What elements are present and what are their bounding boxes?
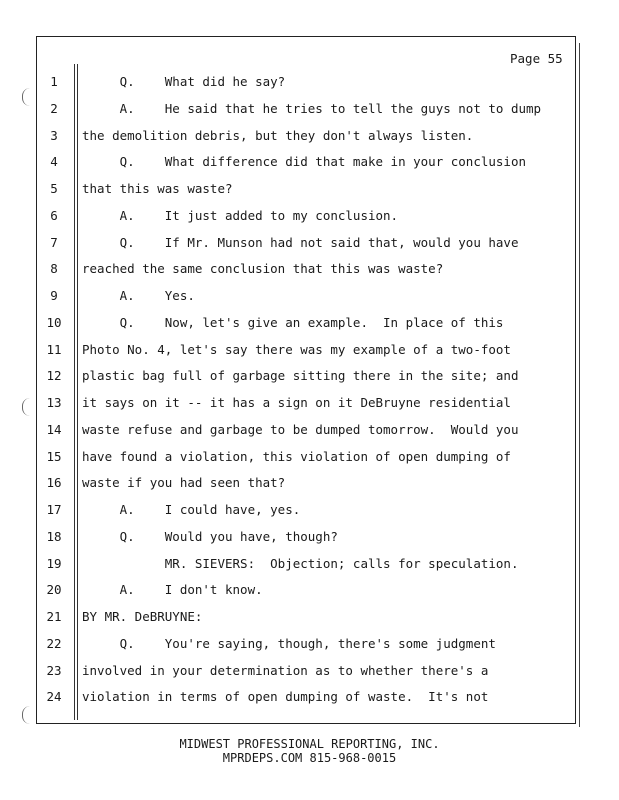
line-text: violation in terms of open dumping of waste. It's not bbox=[82, 689, 489, 705]
line-text: Q. If Mr. Munson had not said that, would you have bbox=[82, 234, 519, 250]
line-number: 23 bbox=[46, 662, 62, 678]
line-number: 5 bbox=[50, 181, 58, 196]
transcript-line bbox=[0, 364, 619, 391]
line-text: Q. What difference did that make in your conclusion bbox=[82, 154, 527, 170]
transcript-body bbox=[0, 70, 619, 712]
transcript-line bbox=[0, 177, 619, 204]
transcript-line bbox=[0, 445, 619, 472]
line-number: 13 bbox=[46, 395, 62, 410]
line-text: involved in your determination as to whether there's a bbox=[82, 662, 489, 678]
transcript-line bbox=[0, 659, 619, 686]
line-number: 1 bbox=[50, 74, 58, 89]
transcript-line bbox=[0, 525, 619, 552]
line-text: reached the same conclusion that this was waste? bbox=[82, 261, 444, 277]
line-text: A. I could have, yes. bbox=[82, 502, 301, 517]
line-text: that this was waste? bbox=[82, 181, 233, 196]
transcript-line bbox=[0, 685, 619, 712]
line-text: A. Yes. bbox=[82, 288, 195, 303]
transcript-line bbox=[0, 605, 619, 632]
transcript-line bbox=[0, 338, 619, 365]
line-text: have found a violation, this violation of open dumping of bbox=[82, 448, 511, 464]
line-number: 22 bbox=[46, 635, 62, 651]
line-text: plastic bag full of garbage sitting there in the site; and bbox=[82, 368, 519, 384]
transcript-line bbox=[0, 578, 619, 605]
transcript-line bbox=[0, 471, 619, 498]
transcript-line bbox=[0, 632, 619, 659]
line-number: 14 bbox=[46, 421, 62, 437]
line-text: the demolition debris, but they don't always listen. bbox=[82, 127, 474, 143]
transcript-line bbox=[0, 231, 619, 258]
line-number: 16 bbox=[46, 475, 62, 491]
line-text: A. I don't know. bbox=[82, 582, 263, 598]
transcript-line bbox=[0, 498, 619, 525]
line-text: Q. You're saying, though, there's some judgment bbox=[82, 635, 496, 651]
transcript-line bbox=[0, 418, 619, 445]
line-number: 15 bbox=[46, 448, 62, 464]
transcript-line bbox=[0, 257, 619, 284]
transcript-line bbox=[0, 204, 619, 231]
line-number: 6 bbox=[50, 207, 58, 223]
footer-company: MIDWEST PROFESSIONAL REPORTING, INC. bbox=[179, 737, 440, 751]
line-text: A. It just added to my conclusion. bbox=[82, 207, 399, 223]
line-text: waste if you had seen that? bbox=[82, 475, 286, 491]
line-number: 18 bbox=[46, 528, 62, 544]
line-number: 24 bbox=[46, 689, 62, 705]
line-text: A. He said that he tries to tell the guys not to dump bbox=[82, 100, 542, 116]
transcript-line bbox=[0, 97, 619, 124]
line-number: 7 bbox=[50, 234, 58, 250]
transcript-line bbox=[0, 284, 619, 311]
transcript-line bbox=[0, 124, 619, 151]
line-number: 17 bbox=[46, 502, 62, 517]
line-text: Photo No. 4, let's say there was my example of a two-foot bbox=[82, 341, 511, 357]
line-number: 4 bbox=[50, 154, 58, 170]
line-text: Q. Now, let's give an example. In place of this bbox=[82, 314, 504, 330]
line-number: 10 bbox=[46, 314, 62, 330]
footer-contact: MPRDEPS.COM 815-968-0015 bbox=[222, 751, 397, 765]
page-number: Page 55 bbox=[510, 51, 563, 66]
transcript-line bbox=[0, 70, 619, 97]
transcript-line bbox=[0, 150, 619, 177]
line-number: 11 bbox=[46, 341, 62, 357]
line-text: MR. SIEVERS: Objection; calls for speculation. bbox=[82, 555, 519, 571]
line-number: 12 bbox=[46, 368, 62, 384]
transcript-line bbox=[0, 552, 619, 579]
transcript-line bbox=[0, 311, 619, 338]
line-text: BY MR. DeBRUYNE: bbox=[82, 609, 203, 624]
line-text: Q. What did he say? bbox=[82, 74, 286, 89]
line-number: 20 bbox=[46, 582, 62, 598]
line-number: 19 bbox=[46, 555, 62, 571]
line-number: 9 bbox=[50, 288, 58, 303]
line-text: Q. Would you have, though? bbox=[82, 528, 338, 544]
line-text: it says on it -- it has a sign on it DeBruyne residential bbox=[82, 395, 511, 410]
line-text: waste refuse and garbage to be dumped tomorrow. Would you bbox=[82, 421, 519, 437]
line-number: 21 bbox=[46, 609, 62, 624]
line-number: 3 bbox=[50, 127, 58, 143]
transcript-line bbox=[0, 391, 619, 418]
line-number: 2 bbox=[50, 100, 58, 116]
line-number: 8 bbox=[50, 261, 58, 277]
